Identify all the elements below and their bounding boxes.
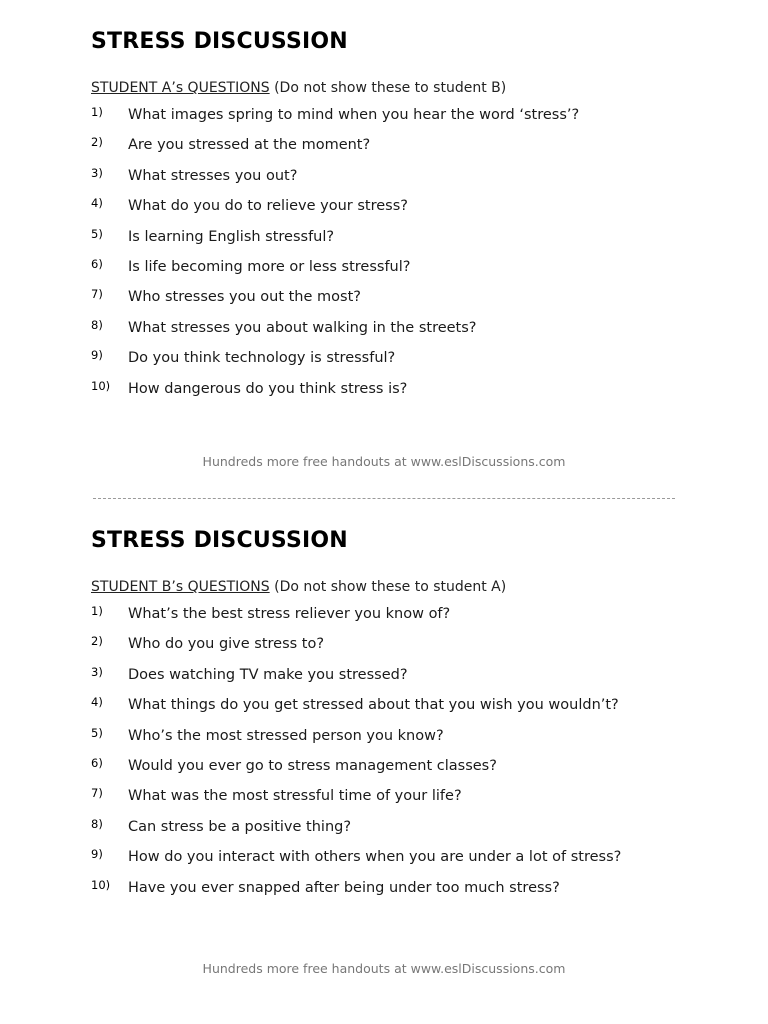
question-number: 2) [91,634,103,649]
student-label: STUDENT B’s QUESTIONS [91,579,270,595]
question-item [91,135,711,165]
question-number: 1) [91,105,103,119]
question-item [91,227,711,257]
question-number: 10) [91,877,111,892]
question-text: Is life becoming more or less stressful? [128,258,411,275]
question-text: Would you ever go to stress management classes? [128,757,497,774]
instruction-note: (Do not show these to student B) [269,80,507,96]
question-item [91,604,711,634]
question-number: 5) [91,725,103,740]
cut-line-divider [93,498,675,499]
question-item [91,726,711,756]
question-item [91,634,711,664]
question-item [91,786,711,816]
question-text: How dangerous do you think stress is? [128,380,408,397]
question-number: 8) [91,317,103,332]
question-item [91,756,711,786]
question-text: What’s the best stress reliever you know of? [128,606,451,622]
question-number: 5) [91,226,103,241]
question-number: 4) [91,695,103,710]
page-title: STRESS DISCUSSION [91,528,348,553]
page-title: STRESS DISCUSSION [91,29,348,54]
question-item [91,817,711,847]
question-number: 6) [91,256,103,271]
question-text: Can stress be a positive thing? [128,818,352,835]
question-text: What images spring to mind when you hear the word ‘stress’? [128,107,580,123]
question-list [91,604,711,908]
question-number: 7) [91,287,103,302]
question-text: Do you think technology is stressful? [128,350,396,367]
question-number: 1) [91,604,103,618]
question-number: 6) [91,755,103,770]
question-text: Is learning English stressful? [128,228,335,245]
question-item [91,695,711,725]
question-item [91,166,711,196]
handout-footer: Hundreds more free handouts at www.eslDiscussions.com [202,454,566,469]
instruction-note: (Do not show these to student A) [269,579,507,595]
question-number: 9) [91,348,103,363]
section-subtitle [91,578,711,596]
question-text: Does watching TV make you stressed? [128,666,408,683]
question-text: Have you ever snapped after being under too much stress? [128,879,560,896]
handout-footer: Hundreds more free handouts at www.eslDiscussions.com [202,961,566,976]
question-item [91,665,711,695]
question-text: What do you do to relieve your stress? [128,198,408,215]
question-number: 3) [91,165,103,180]
question-number: 4) [91,196,103,211]
question-text: What was the most stressful time of your life? [128,788,462,805]
question-number: 7) [91,786,103,801]
question-list [91,105,711,409]
question-item [91,287,711,317]
question-item [91,379,711,409]
question-item [91,196,711,226]
question-item [91,105,711,135]
question-text: Who do you give stress to? [128,636,325,653]
question-item [91,257,711,287]
question-text: What stresses you about walking in the streets? [128,319,477,336]
question-text: How do you interact with others when you are under a lot of stress? [128,849,622,866]
question-number: 3) [91,664,103,679]
question-item [91,318,711,348]
section-subtitle [91,79,711,97]
question-number: 8) [91,816,103,831]
question-item [91,878,711,908]
question-number: 2) [91,135,103,150]
student-label: STUDENT A’s QUESTIONS [91,80,270,96]
question-number: 9) [91,847,103,862]
question-text: What stresses you out? [128,167,298,184]
question-item [91,348,711,378]
question-text: Who’s the most stressed person you know? [128,727,444,744]
question-text: What things do you get stressed about that you wish you wouldn’t? [128,697,619,714]
question-text: Who stresses you out the most? [128,289,361,306]
student-b-section [91,527,711,908]
question-number: 10) [91,378,111,393]
question-item [91,847,711,877]
student-a-section [91,28,711,409]
question-text: Are you stressed at the moment? [128,137,371,154]
